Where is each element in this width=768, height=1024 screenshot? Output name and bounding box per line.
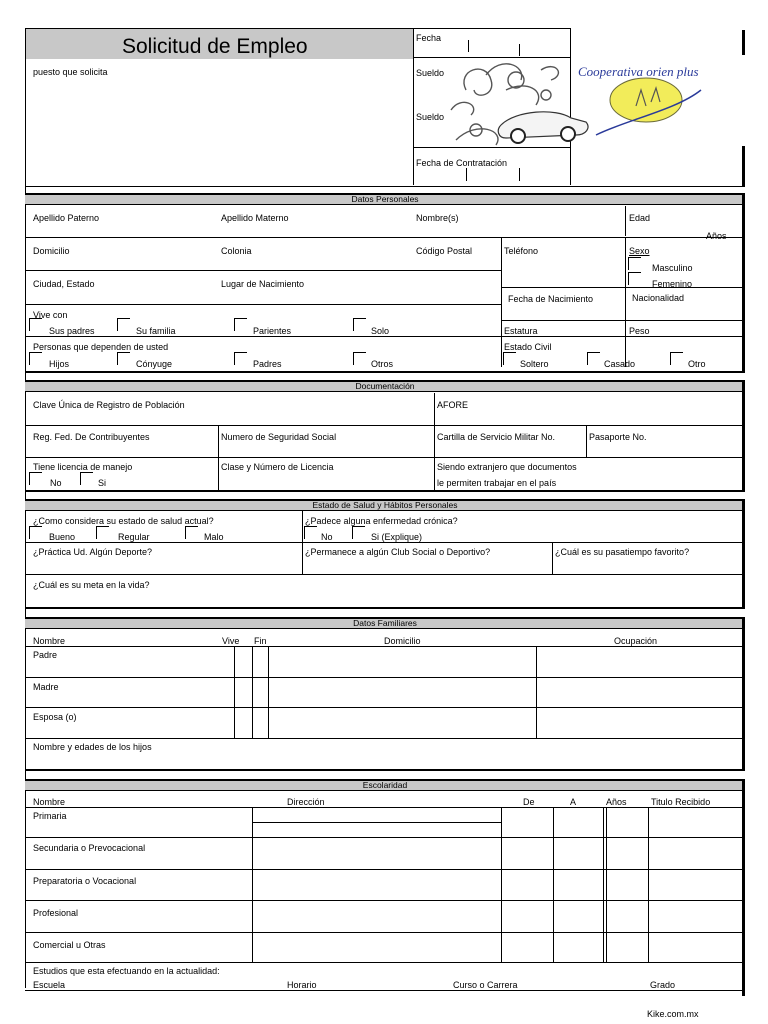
puesto-label[interactable]: puesto que solicita [33, 67, 108, 77]
company-logo [446, 50, 706, 160]
q-salud-label: ¿Como considera su estado de salud actual? [33, 516, 214, 526]
conyuge-checkbox[interactable] [117, 352, 130, 365]
cronica-no-label: No [321, 532, 333, 542]
masculino-checkbox[interactable] [628, 257, 641, 270]
bueno-checkbox[interactable] [29, 526, 42, 539]
esc-nombre-header: Nombre [33, 797, 66, 807]
q-club-label[interactable]: ¿Permanece a algún Club Social o Deportivo? [305, 547, 491, 557]
q-deporte-label[interactable]: ¿Práctica Ud. Algún Deporte? [33, 547, 153, 557]
licencia-si-checkbox[interactable] [80, 472, 93, 485]
curp-label[interactable]: Clave Única de Registro de Población [33, 400, 185, 410]
profesional-label[interactable]: Profesional [33, 908, 79, 918]
esc-direccion-header: Dirección [287, 797, 325, 807]
fam-nombre-header: Nombre [33, 636, 66, 646]
apellido-materno-label[interactable]: Apellido Materno [221, 213, 289, 223]
peso-label[interactable]: Peso [629, 326, 650, 336]
madre-label[interactable]: Madre [33, 682, 59, 692]
sexo-label: Sexo [629, 246, 650, 256]
sus-padres-label: Sus padres [49, 326, 95, 336]
curso-label[interactable]: Curso o Carrera [453, 980, 518, 990]
pasaporte-label[interactable]: Pasaporte No. [589, 432, 647, 442]
conyuge-label: Cónyuge [136, 359, 173, 369]
anos-label: Años [706, 231, 727, 241]
hijos-label: Hijos [49, 359, 70, 369]
clase-licencia-label[interactable]: Clase y Número de Licencia [221, 462, 334, 472]
secundaria-label[interactable]: Secundaria o Prevocacional [33, 843, 146, 853]
telefono-label[interactable]: Teléfono [504, 246, 539, 256]
estatura-label[interactable]: Estatura [504, 326, 538, 336]
rfc-label[interactable]: Reg. Fed. De Contribuyentes [33, 432, 150, 442]
dependen-label: Personas que dependen de usted [33, 342, 169, 352]
parientes-label: Parientes [253, 326, 292, 336]
padres-label: Padres [253, 359, 282, 369]
regular-checkbox[interactable] [96, 526, 109, 539]
section-salud: Estado de Salud y Hábitos Personales [25, 499, 745, 511]
lugar-nacimiento-label[interactable]: Lugar de Nacimiento [221, 279, 305, 289]
licencia-label: Tiene licencia de manejo [33, 462, 133, 472]
masculino-label: Masculino [652, 263, 693, 273]
grado-label[interactable]: Grado [650, 980, 676, 990]
cronica-si-label: Si (Explique) [371, 532, 423, 542]
q-pasatiempo-label[interactable]: ¿Cuál es su pasatiempo favorito? [555, 547, 690, 557]
primaria-label[interactable]: Primaria [33, 811, 67, 821]
bueno-label: Bueno [49, 532, 76, 542]
section-escolaridad: Escolaridad [25, 779, 745, 791]
padres-checkbox[interactable] [234, 352, 247, 365]
femenino-label: Femenino [652, 279, 693, 289]
logo-text: Cooperativa orien plus [578, 64, 699, 79]
casado-checkbox[interactable] [587, 352, 600, 365]
fecha-contratacion-label[interactable]: Fecha de Contratación [416, 158, 508, 168]
fam-vive-header: Vive [222, 636, 240, 646]
casado-label: Casado [604, 359, 636, 369]
regular-label: Regular [118, 532, 150, 542]
nacionalidad-label[interactable]: Nacionalidad [632, 293, 685, 303]
escuela-label[interactable]: Escuela [33, 980, 66, 990]
soltero-label: Soltero [520, 359, 549, 369]
edad-label[interactable]: Edad [629, 213, 651, 223]
extranjero-label-2: le permiten trabajar en el país [437, 478, 557, 488]
logo-graphic [446, 50, 706, 160]
su-familia-label: Su familia [136, 326, 176, 336]
solo-label: Solo [371, 326, 390, 336]
extranjero-label-1[interactable]: Siendo extranjero que documentos [437, 462, 577, 472]
esc-de-header: De [523, 797, 535, 807]
fam-fin-header: Fin [254, 636, 267, 646]
malo-checkbox[interactable] [185, 526, 198, 539]
cronica-si-checkbox[interactable] [352, 526, 365, 539]
vive-con-label: Vive con [33, 310, 68, 320]
q-meta-label[interactable]: ¿Cuál es su meta en la vida? [33, 580, 150, 590]
estudios-actuales-label: Estudios que esta efectuando en la actualidad: [33, 966, 220, 976]
nss-label[interactable]: Numero de Seguridad Social [221, 432, 337, 442]
otro-checkbox[interactable] [670, 352, 683, 365]
hijos-checkbox[interactable] [29, 352, 42, 365]
soltero-checkbox[interactable] [503, 352, 516, 365]
esc-a-header: A [570, 797, 577, 807]
preparatoria-label[interactable]: Preparatoria o Vocacional [33, 876, 137, 886]
page-title: Solicitud de Empleo [122, 35, 308, 58]
horario-label[interactable]: Horario [287, 980, 317, 990]
esc-anos-header: Años [606, 797, 627, 807]
section-familiares: Datos Familiares [25, 617, 745, 629]
nombres-label[interactable]: Nombre(s) [416, 213, 459, 223]
malo-label: Malo [204, 532, 224, 542]
cartilla-label[interactable]: Cartilla de Servicio Militar No. [437, 432, 556, 442]
su-familia-checkbox[interactable] [117, 318, 130, 331]
fecha-label[interactable]: Fecha [416, 33, 442, 43]
otros-label: Otros [371, 359, 394, 369]
femenino-checkbox[interactable] [628, 272, 641, 285]
afore-label[interactable]: AFORE [437, 400, 469, 410]
sueldo-label-1[interactable]: Sueldo [416, 68, 445, 78]
estado-civil-label: Estado Civil [504, 342, 552, 352]
esposa-label[interactable]: Esposa (o) [33, 712, 77, 722]
otros-checkbox[interactable] [353, 352, 366, 365]
fam-ocupacion-header: Ocupación [614, 636, 658, 646]
otro-label: Otro [688, 359, 706, 369]
fecha-nacimiento-label[interactable]: Fecha de Nacimiento [508, 294, 594, 304]
licencia-no-label: No [50, 478, 62, 488]
apellido-paterno-label[interactable]: Apellido Paterno [33, 213, 100, 223]
ciudad-label[interactable]: Ciudad, Estado [33, 279, 95, 289]
section-datos-personales: Datos Personales [25, 193, 745, 205]
cronica-no-checkbox[interactable] [304, 526, 317, 539]
parientes-checkbox[interactable] [234, 318, 247, 331]
section-documentacion: Documentación [25, 380, 745, 392]
sueldo-label-2[interactable]: Sueldo [416, 112, 445, 122]
footer-site[interactable]: Kike.com.mx [647, 1009, 699, 1019]
esc-titulo-header: Titulo Recibido [651, 797, 711, 807]
fam-domicilio-header: Domicilio [384, 636, 421, 646]
q-cronica-label: ¿Padece alguna enfermedad crónica? [305, 516, 458, 526]
padre-label[interactable]: Padre [33, 650, 58, 660]
sus-padres-checkbox[interactable] [29, 318, 42, 331]
codigo-postal-label[interactable]: Código Postal [416, 246, 473, 256]
comercial-label[interactable]: Comercial u Otras [33, 940, 106, 950]
colonia-label[interactable]: Colonia [221, 246, 252, 256]
licencia-si-label: Si [98, 478, 107, 488]
solo-checkbox[interactable] [353, 318, 366, 331]
domicilio-label[interactable]: Domicilio [33, 246, 70, 256]
licencia-no-checkbox[interactable] [29, 472, 42, 485]
hijos-edades-label[interactable]: Nombre y edades de los hijos [33, 742, 152, 752]
